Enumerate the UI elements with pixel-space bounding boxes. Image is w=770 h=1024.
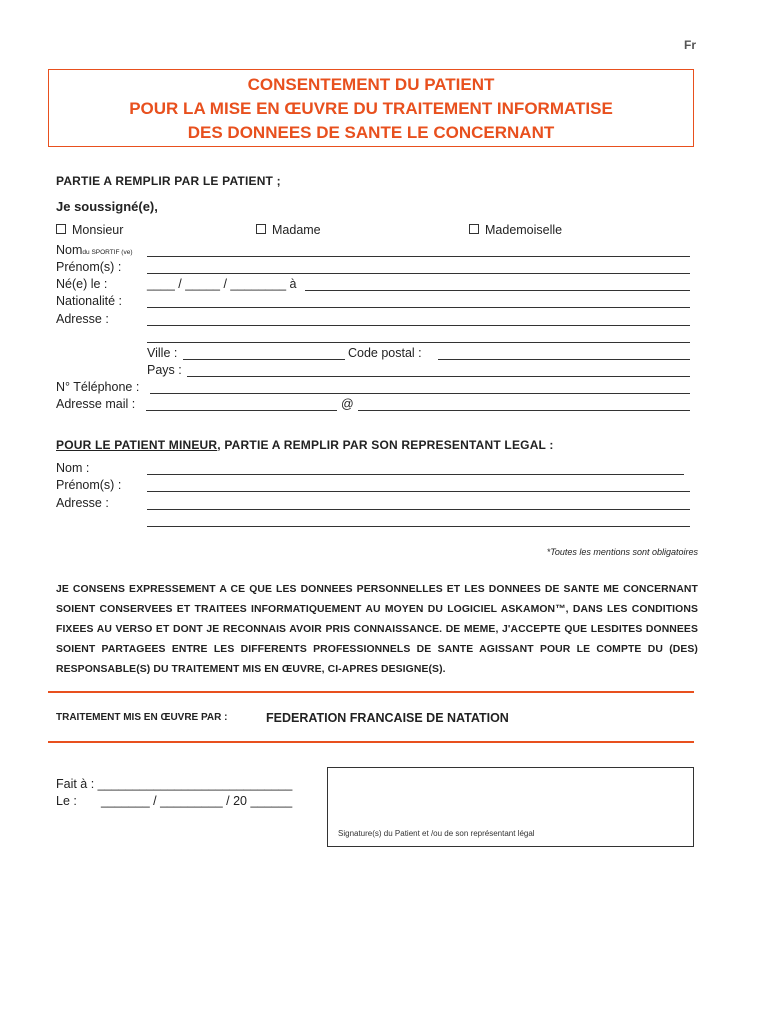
checkbox-icon	[256, 224, 266, 234]
minor-adresse-label: Adresse :	[56, 496, 109, 510]
consent-paragraph: JE CONSENS EXPRESSEMENT A CE QUE LES DONNEES PERSONNELLES ET LES DONNEES DE SANTE ME CONCERNANT SOIENT CONSERVEES ET TRAITEES INFORMATIQUEMENT AU MOYEN DU LOGICIEL ASKAMON™, DANS LES CONDITIONS FIXEES AU VERSO ET DONT JE RECONNAIS AVOIR PRIS CONNAISSANCE. DE MEME, J'ACCEPTE QUE LESDITES DONNEES SOIENT PARTAGEES ENTRE LES DIFFERENTS PROFESSIONNELS DE SANTE AGISSANT POUR LE COMPTE DU (DES) RESPONSABLE(S) DU TRAITEMENT MIS EN ŒUVRE, CI-APRES DESIGNE(S).	[56, 584, 698, 675]
intro-text: Je soussigné(e),	[56, 199, 158, 214]
document-title	[48, 69, 694, 147]
patient-section-title: PARTIE A REMPLIR PAR LE PATIENT ;	[56, 174, 281, 188]
ville-field[interactable]	[183, 359, 345, 360]
nationalite-field[interactable]	[147, 307, 690, 308]
adresse-field-1[interactable]	[147, 325, 690, 326]
nom-note: du SPORTIF (ve)	[82, 249, 133, 256]
divider-top	[48, 691, 694, 693]
minor-adresse-field-2[interactable]	[147, 526, 690, 527]
title-line-2: POUR LA MISE EN ŒUVRE DU TRAITEMENT INFORMATISE	[129, 99, 613, 118]
pays-label: Pays :	[147, 363, 182, 377]
telephone-label: N° Téléphone :	[56, 380, 140, 394]
divider-bottom	[48, 741, 694, 743]
signature-label: Signature(s) du Patient et /ou de son représentant légal	[338, 829, 535, 838]
minor-nom-field[interactable]	[147, 474, 684, 475]
nom-field[interactable]	[147, 256, 690, 257]
minor-section-title: POUR LE PATIENT MINEUR, PARTIE A REMPLIR PAR SON REPRESENTANT LEGAL :	[56, 438, 554, 452]
minor-prenom-label: Prénom(s) :	[56, 478, 122, 492]
email-domain-field[interactable]	[358, 410, 690, 411]
email-label: Adresse mail :	[56, 397, 136, 411]
minor-adresse-field-1[interactable]	[147, 509, 690, 510]
title-line-1: CONSENTEMENT DU PATIENT	[247, 75, 495, 94]
date-field[interactable]: _______ / _________ / 20 ______	[101, 794, 293, 808]
nom-label: Nomdu SPORTIF (ve)	[56, 243, 133, 257]
mandatory-note: *Toutes les mentions sont obligatoires	[546, 547, 698, 557]
pays-field[interactable]	[187, 376, 690, 377]
title-line-3: DES DONNEES DE SANTE LE CONCERNANT	[187, 123, 555, 142]
civility-monsieur[interactable]: Monsieur	[56, 223, 123, 237]
code-postal-label: Code postal :	[348, 346, 422, 360]
birth-place-field[interactable]	[305, 290, 690, 291]
civility-mademoiselle[interactable]: Mademoiselle	[469, 223, 562, 237]
fait-a-field[interactable]: Fait à : ____________________________	[56, 777, 293, 791]
treatment-label: TRAITEMENT MIS EN ŒUVRE PAR :	[56, 712, 228, 723]
language-tag: Fr	[684, 38, 696, 52]
le-label: Le :	[56, 794, 77, 808]
nationalite-label: Nationalité :	[56, 294, 123, 308]
checkbox-icon	[469, 224, 479, 234]
email-user-field[interactable]	[146, 410, 337, 411]
telephone-field[interactable]	[150, 393, 690, 394]
code-postal-field[interactable]	[438, 359, 690, 360]
civility-madame[interactable]: Madame	[256, 223, 321, 237]
ville-label: Ville :	[147, 346, 178, 360]
minor-prenom-field[interactable]	[147, 491, 690, 492]
adresse-field-2[interactable]	[147, 342, 690, 343]
birth-label: Né(e) le :	[56, 277, 108, 291]
birth-date-field[interactable]: ____ / _____ / ________ à	[147, 277, 297, 291]
minor-nom-label: Nom :	[56, 461, 90, 475]
at-sign: @	[341, 397, 354, 411]
prenom-label: Prénom(s) :	[56, 260, 122, 274]
treatment-value: FEDERATION FRANCAISE DE NATATION	[266, 711, 509, 725]
checkbox-icon	[56, 224, 66, 234]
prenom-field[interactable]	[147, 273, 690, 274]
signature-box[interactable]	[327, 767, 694, 847]
adresse-label: Adresse :	[56, 312, 109, 326]
